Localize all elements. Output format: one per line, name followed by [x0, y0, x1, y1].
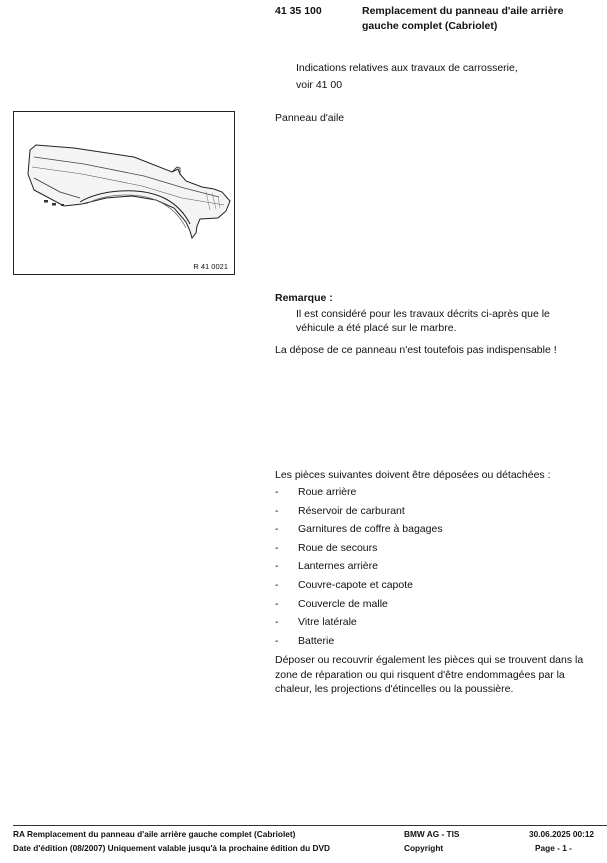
- list-bullet: -: [275, 616, 279, 629]
- fender-panel-figure: [13, 111, 235, 275]
- footer-timestamp: 30.06.2025 00:12: [529, 829, 595, 839]
- intro-note-line1: Indications relatives aux travaux de carrosserie,: [296, 62, 518, 74]
- list-item-text: Lanternes arrière: [298, 560, 378, 573]
- intro-note: [296, 60, 596, 94]
- list-item-text: Réservoir de carburant: [298, 504, 405, 517]
- footer-document-title: RA Remplacement du panneau d'aile arrière gauche complet (Cabriolet): [13, 829, 296, 839]
- list-bullet: -: [275, 486, 279, 498]
- list-item-text: Batterie: [298, 634, 335, 647]
- document-title: Remplacement du panneau d'aile arrière gauche complet (Cabriolet): [362, 5, 564, 32]
- list-bullet: -: [275, 504, 279, 517]
- figure-caption: Panneau d'aile: [275, 112, 345, 124]
- footer-page-number: Page - 1 -: [535, 843, 572, 853]
- list-bullet: -: [275, 597, 279, 610]
- intro-note-line2: voir 41 00: [296, 78, 343, 91]
- list-bullet: -: [275, 578, 279, 591]
- remark-text-2: La dépose de ce panneau n'est toutefois pas indispensable !: [275, 344, 557, 356]
- parts-intro: Les pièces suivantes doivent être déposées ou détachées :: [275, 469, 551, 481]
- remark-text: Il est considéré pour les travaux décrits ci-après que le véhicule a été placé sur le marbre.: [296, 308, 550, 335]
- list-item-text: Couvercle de malle: [298, 597, 388, 610]
- remark-heading: Remarque :: [275, 292, 333, 304]
- list-bullet: -: [275, 634, 279, 647]
- document-number: 41 35 100: [275, 5, 322, 17]
- list-item-text: Roue arrière: [298, 486, 357, 498]
- list-item-text: Garnitures de coffre à bagages: [298, 523, 443, 536]
- list-item-text: Roue de secours: [298, 541, 378, 554]
- footer-publisher: BMW AG - TIS: [404, 829, 460, 839]
- list-bullet: -: [275, 523, 279, 536]
- parts-protection-note: Déposer ou recouvrir également les pièces qui se trouvent dans la zone de réparation ou qui risquent d'être endommagées par la chaleur, les projections d'étincelles ou la poussière.: [275, 654, 584, 696]
- list-item-text: Vitre latérale: [298, 616, 357, 629]
- figure-reference-label: R 41 0021: [193, 261, 228, 271]
- fender-panel-drawing: [14, 112, 234, 274]
- list-bullet: -: [275, 560, 279, 573]
- footer-edition-date: Date d'édition (08/2007) Uniquement valable jusqu'à la prochaine édition du DVD: [13, 843, 330, 853]
- footer-copyright: Copyright: [404, 843, 444, 853]
- list-item-text: Couvre-capote et capote: [298, 578, 413, 591]
- footer-divider: [13, 825, 607, 826]
- list-bullet: -: [275, 541, 279, 554]
